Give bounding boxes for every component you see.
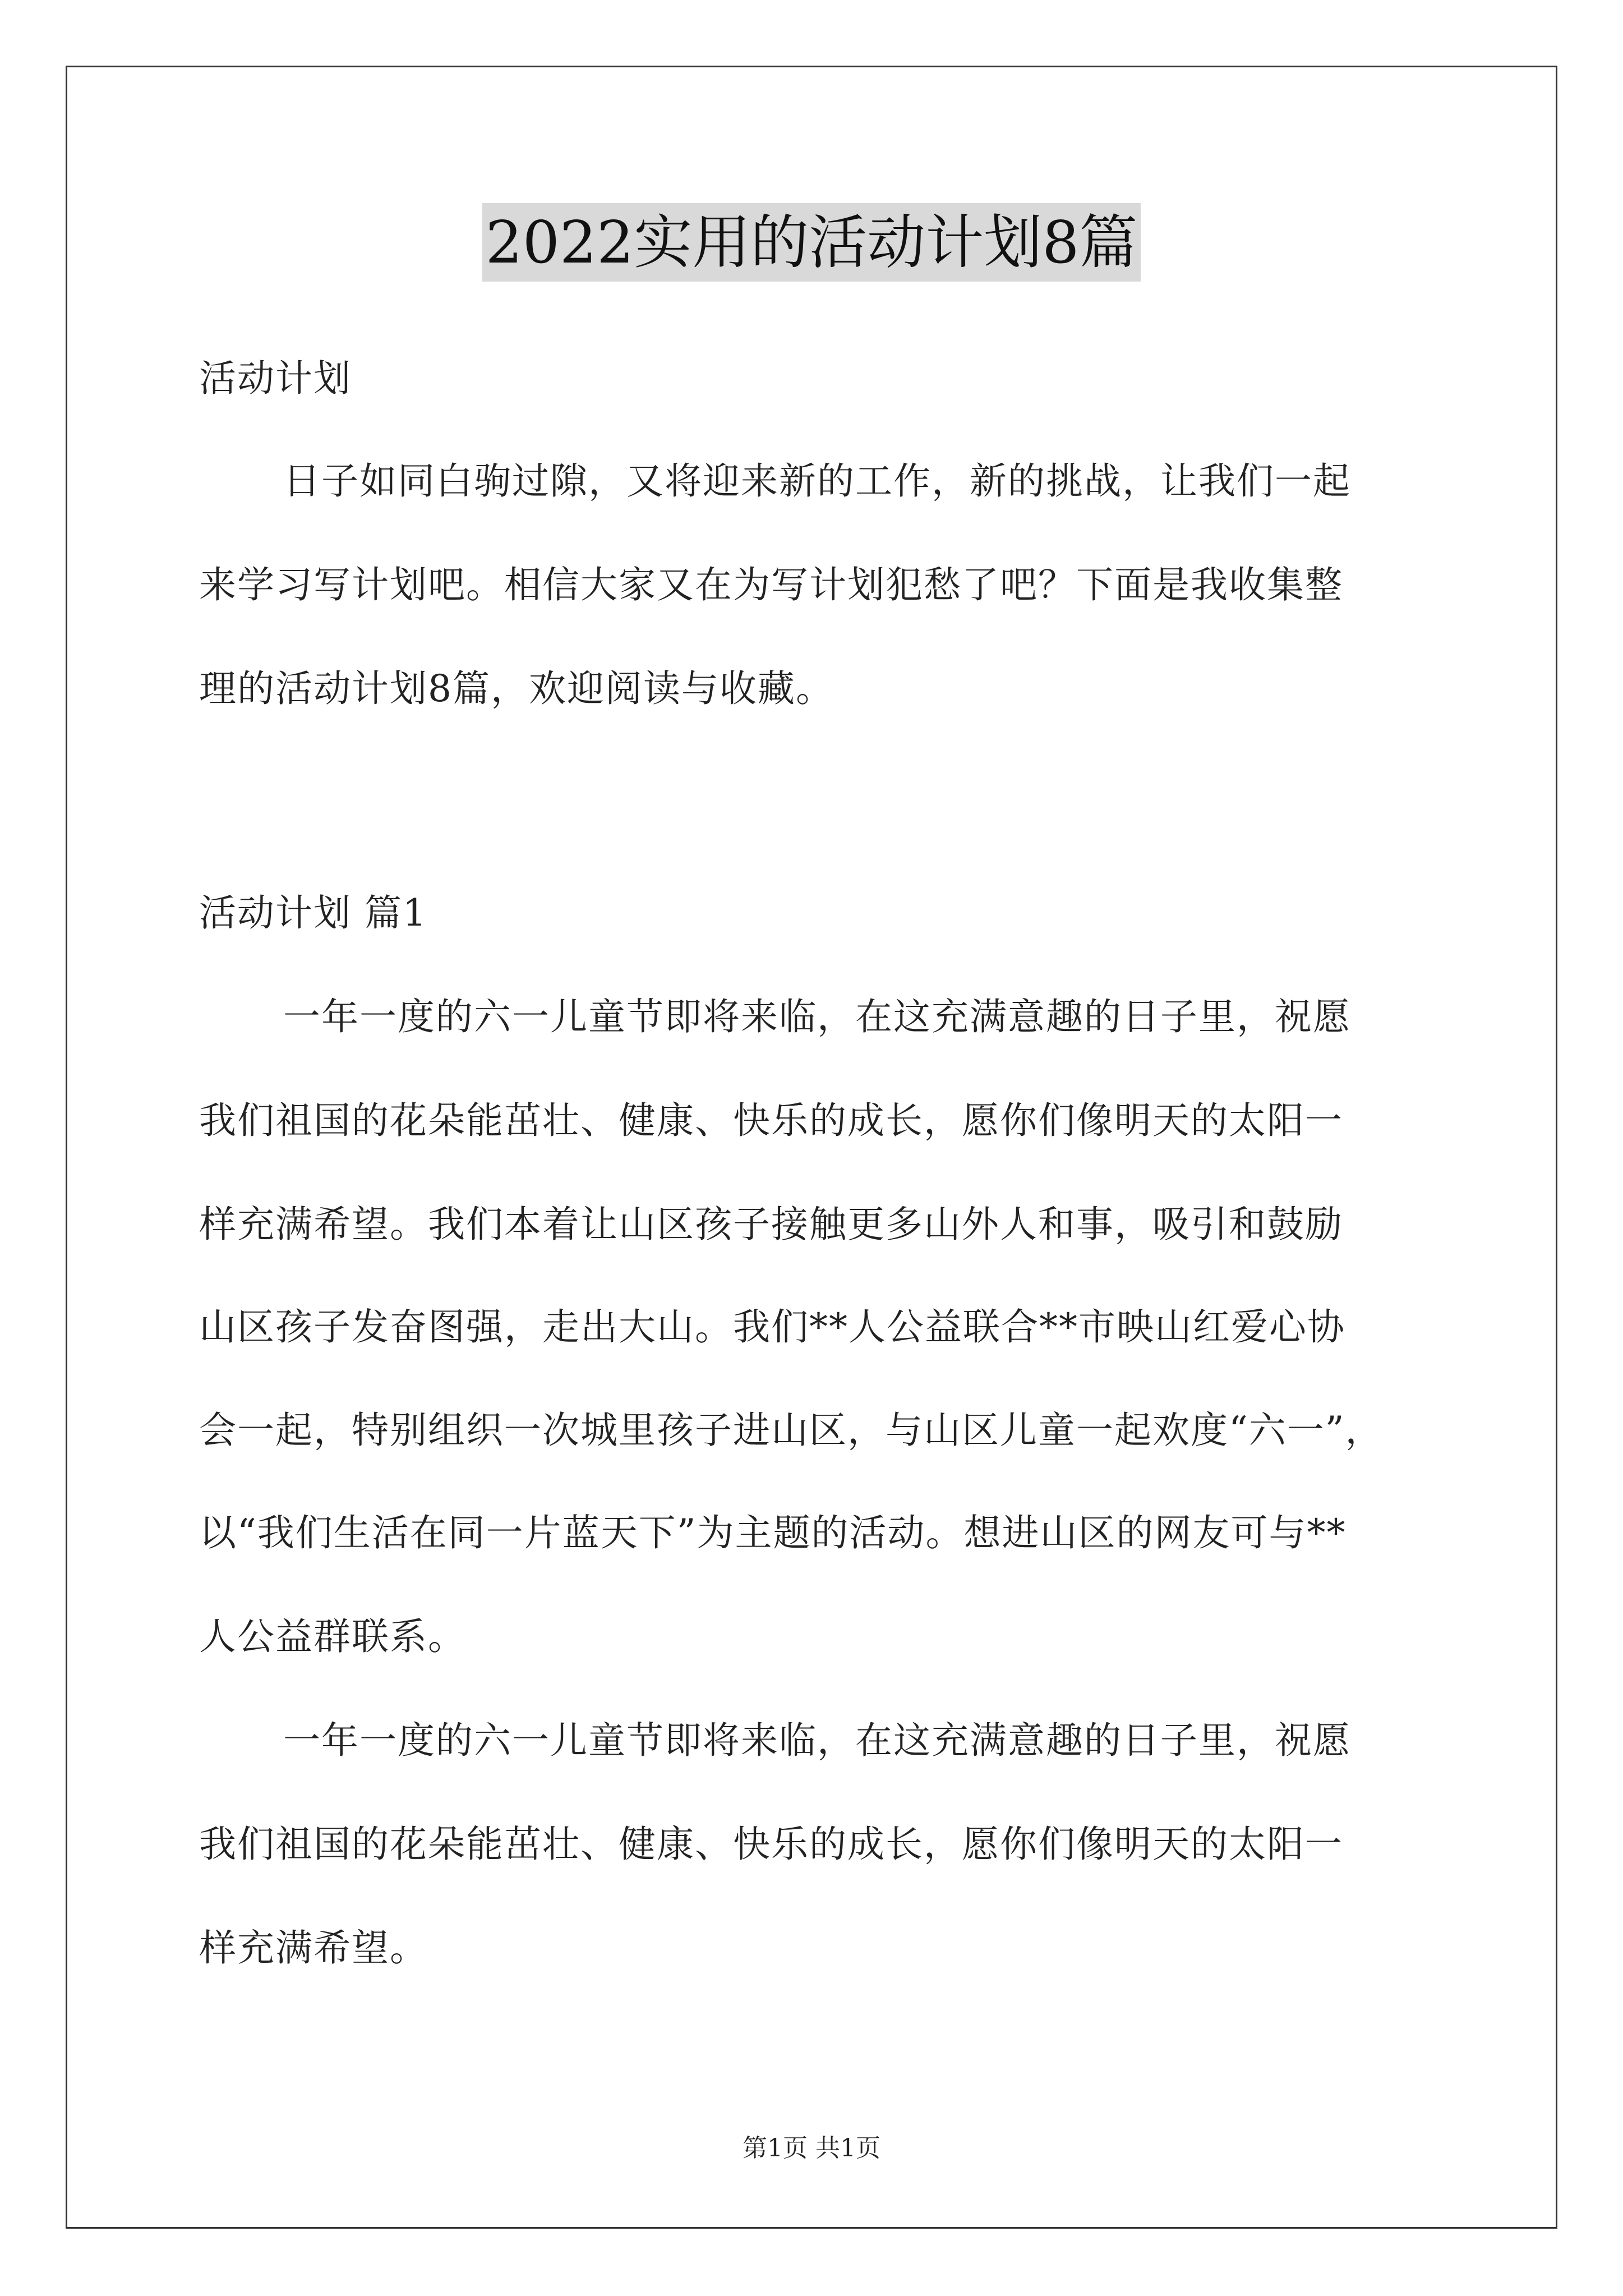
page-footer: 第1页 共1页	[743, 2134, 880, 2162]
section1-para1-line-7: 人公益群联系。	[199, 1615, 466, 1658]
section1-para1-line-6: 以“我们生活在同一片蓝天下”为主题的活动。想进山区的网友可与**	[199, 1511, 1347, 1554]
document-title: 2022实用的活动计划8篇	[482, 203, 1141, 282]
intro-heading: 活动计划	[199, 357, 352, 400]
title-container	[0, 203, 1623, 282]
intro-line-1: 日子如同白驹过隙，又将迎来新的工作，新的挑战，让我们一起	[283, 459, 1351, 503]
section1-para1-line-3: 样充满希望。我们本着让山区孩子接触更多山外人和事，吸引和鼓励	[199, 1203, 1343, 1246]
section1-para2-line-1: 一年一度的六一儿童节即将来临，在这充满意趣的日子里，祝愿	[283, 1719, 1351, 1762]
section1-para1-line-2: 我们祖国的花朵能茁壮、健康、快乐的成长，愿你们像明天的太阳一	[199, 1099, 1343, 1142]
section1-para1-line-5: 会一起，特别组织一次城里孩子进山区，与山区儿童一起欢度“六一”，	[199, 1409, 1384, 1452]
section1-para1-line-1: 一年一度的六一儿童节即将来临，在这充满意趣的日子里，祝愿	[283, 995, 1351, 1038]
section1-para2-line-3: 样充满希望。	[199, 1926, 428, 1970]
intro-line-2: 来学习写计划吧。相信大家又在为写计划犯愁了吧？下面是我收集整	[199, 563, 1343, 606]
section1-para2-line-2: 我们祖国的花朵能茁壮、健康、快乐的成长，愿你们像明天的太阳一	[199, 1823, 1343, 1866]
section1-heading: 活动计划 篇1	[199, 891, 427, 935]
intro-line-3: 理的活动计划8篇，欢迎阅读与收藏。	[199, 667, 834, 710]
section1-para1-line-4: 山区孩子发奋图强，走出大山。我们**人公益联合**市映山红爱心协	[199, 1305, 1345, 1349]
